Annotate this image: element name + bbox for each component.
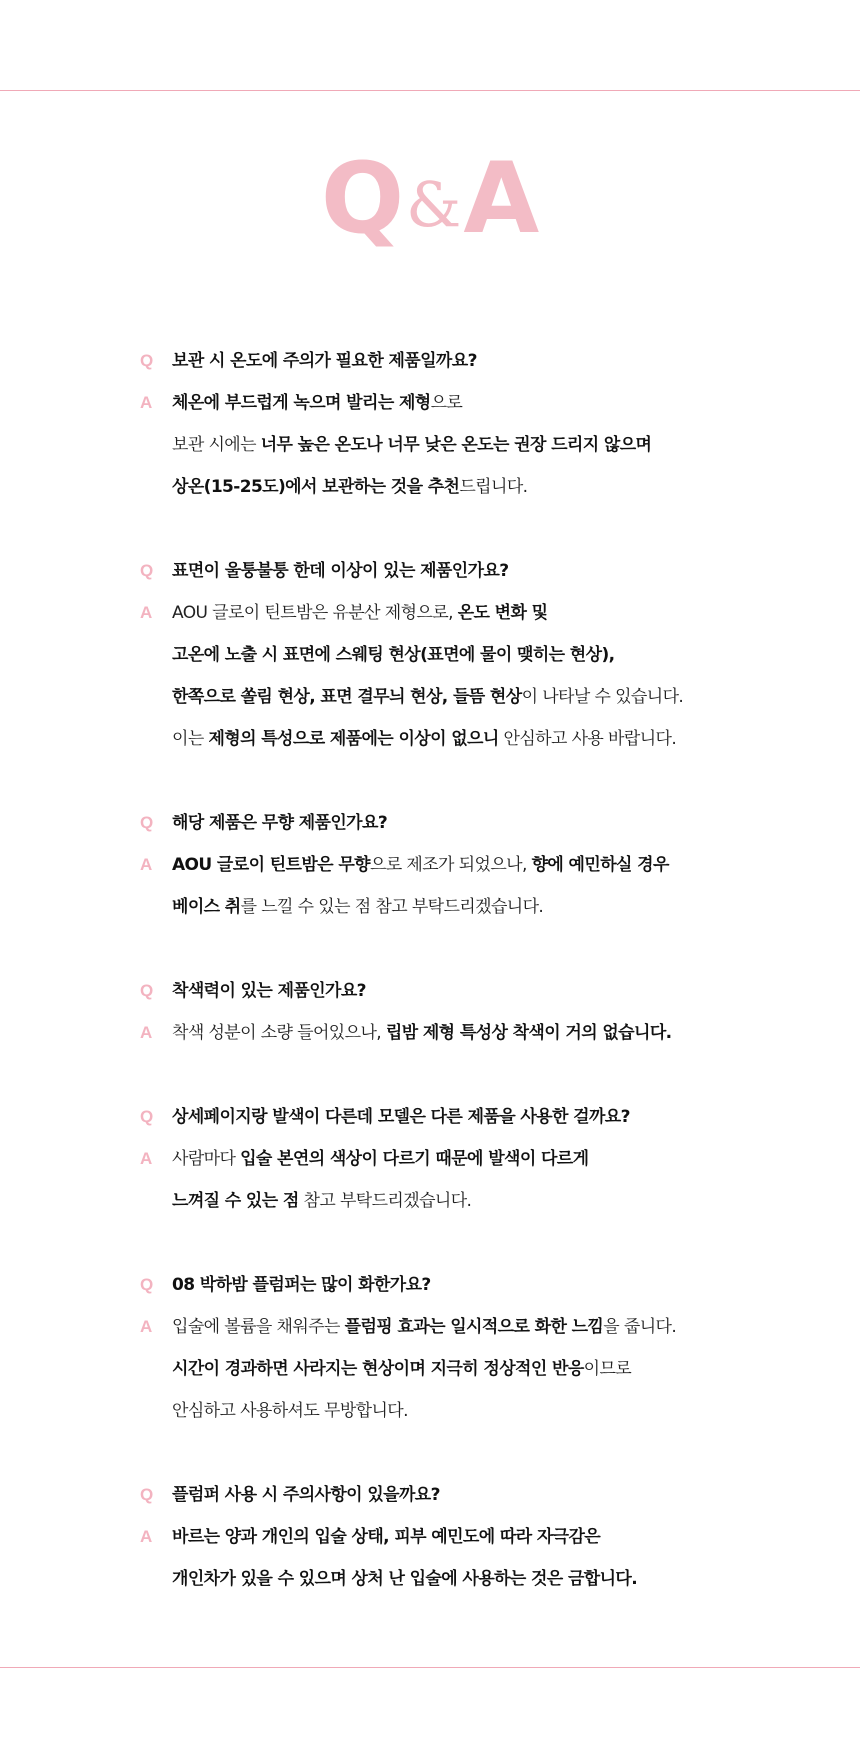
answer-emphasis: 입술 본연의 색상이 다르기 때문에 발색이 다르게	[240, 1149, 589, 1169]
question-text: 해당 제품은 무향 제품인가요?	[172, 813, 388, 833]
question-mark: Q	[140, 1107, 154, 1126]
answer-line-3	[140, 1390, 840, 1432]
answer-emphasis: 시간이 경과하면 사라지는 현상이며 지극히 정상적인 반응	[172, 1359, 584, 1379]
answer-text	[172, 634, 614, 676]
title-a: A	[463, 142, 540, 256]
qa-title	[0, 142, 860, 256]
answer-text	[172, 424, 651, 466]
answer-emphasis: 개인차가 있을 수 있으며 상처 난 입술에 사용하는 것은 금합니다.	[172, 1569, 638, 1589]
answer-line-2	[140, 1348, 840, 1390]
answer-emphasis: 고온에 노출 시 표면에 스웨팅 현상(표면에 물이 맺히는 현상),	[172, 645, 615, 665]
answer-text	[172, 1306, 676, 1348]
answer-mark: A	[140, 1149, 153, 1168]
answer-line-2	[140, 1180, 840, 1222]
question-text: 08 박하밤 플럼퍼는 많이 화한가요?	[172, 1275, 431, 1295]
question-row	[140, 1264, 840, 1306]
question-mark: Q	[140, 1485, 154, 1504]
question-row	[140, 550, 840, 592]
answer-text	[172, 718, 676, 760]
answer-segment: 를 느낄 수 있는 점 참고 부탁드리겠습니다.	[240, 897, 544, 917]
qa-item-2	[140, 550, 840, 760]
answer-emphasis: 플럼핑 효과는 일시적으로 화한 느낌	[344, 1317, 604, 1337]
answer-text	[172, 1180, 471, 1222]
answer-emphasis: 온도 변화 및	[457, 603, 548, 623]
answer-emphasis: 체온에 부드럽게 녹으며 발리는 제형	[172, 393, 431, 413]
answer-segment: 드립니다.	[459, 477, 528, 497]
answer-segment: 이므로	[583, 1359, 632, 1379]
question-text: 플럼퍼 사용 시 주의사항이 있을까요?	[172, 1485, 440, 1505]
answer-text	[172, 466, 527, 508]
top-divider	[0, 90, 860, 91]
title-q: Q	[320, 142, 405, 256]
qa-item-5	[140, 1096, 840, 1222]
answer-mark: A	[140, 1023, 153, 1042]
answer-emphasis: 상온(15-25도)에서 보관하는 것을 추천	[172, 477, 460, 497]
bottom-divider	[0, 1667, 860, 1668]
answer-segment: 입술에 볼륨을 채워주는	[172, 1317, 345, 1337]
answer-segment: AOU 글로이 틴트밤은 유분산 제형으로,	[172, 603, 458, 623]
answer-line-1	[140, 1012, 840, 1054]
qa-item-1	[140, 340, 840, 508]
question-row	[140, 1474, 840, 1516]
answer-segment: 을 줍니다.	[603, 1317, 677, 1337]
answer-text	[172, 886, 543, 928]
question-row	[140, 340, 840, 382]
answer-text	[172, 1516, 600, 1558]
question-mark: Q	[140, 351, 154, 370]
answer-line-2	[140, 424, 840, 466]
answer-line-1	[140, 844, 840, 886]
answer-emphasis: 향에 예민하실 경우	[531, 855, 669, 875]
qa-item-7	[140, 1474, 840, 1600]
answer-emphasis: 베이스 취	[172, 897, 241, 917]
question-text: 표면이 울퉁불퉁 한데 이상이 있는 제품인가요?	[172, 561, 509, 581]
question-mark: Q	[140, 561, 154, 580]
answer-line-1	[140, 1306, 840, 1348]
answer-segment: 이는	[172, 729, 209, 749]
answer-segment: 으로 제조가 되었으나,	[369, 855, 532, 875]
question-mark: Q	[140, 1275, 154, 1294]
answer-emphasis: 바르는 양과 개인의 입술 상태, 피부 예민도에 따라 자극감은	[172, 1527, 601, 1547]
answer-emphasis: 립밤 제형 특성상 착색이 거의 없습니다.	[385, 1023, 672, 1043]
question-text: 보관 시 온도에 주의가 필요한 제품일까요?	[172, 351, 477, 371]
answer-text	[172, 1348, 631, 1390]
answer-text	[172, 592, 547, 634]
answer-segment: 사람마다	[172, 1149, 241, 1169]
answer-line-2	[140, 1558, 840, 1600]
qa-item-6	[140, 1264, 840, 1432]
qa-item-4	[140, 970, 840, 1054]
answer-segment: 이 나타날 수 있습니다.	[521, 687, 684, 707]
question-mark: Q	[140, 981, 154, 1000]
qa-item-3	[140, 802, 840, 928]
answer-mark: A	[140, 1527, 153, 1546]
answer-line-1	[140, 1138, 840, 1180]
answer-segment: 참고 부탁드리겠습니다.	[298, 1191, 472, 1211]
answer-line-1	[140, 1516, 840, 1558]
answer-text	[172, 1138, 588, 1180]
answer-emphasis: 너무 높은 온도나 너무 낮은 온도는 권장 드리지 않으며	[260, 435, 652, 455]
question-row	[140, 1096, 840, 1138]
answer-line-3	[140, 676, 840, 718]
answer-emphasis: 느껴질 수 있는 점	[172, 1191, 299, 1211]
answer-emphasis: 한쪽으로 쏠림 현상, 표면 결무늬 현상, 들뜸 현상	[172, 687, 522, 707]
question-mark: Q	[140, 813, 154, 832]
answer-emphasis: 제형의 특성으로 제품에는 이상이 없으니	[208, 729, 499, 749]
answer-mark: A	[140, 1317, 153, 1336]
answer-mark: A	[140, 393, 153, 412]
answer-segment: 안심하고 사용 바랍니다.	[498, 729, 677, 749]
question-text: 상세페이지랑 발색이 다른데 모델은 다른 제품을 사용한 걸까요?	[172, 1107, 630, 1127]
answer-line-2	[140, 886, 840, 928]
answer-line-1	[140, 382, 840, 424]
answer-text	[172, 1558, 637, 1600]
answer-line-4	[140, 718, 840, 760]
answer-line-1	[140, 592, 840, 634]
answer-text	[172, 676, 683, 718]
answer-text	[172, 1390, 408, 1432]
question-row	[140, 970, 840, 1012]
answer-line-2	[140, 634, 840, 676]
answer-mark: A	[140, 855, 153, 874]
answer-line-3	[140, 466, 840, 508]
answer-segment: 착색 성분이 소량 들어있으나,	[172, 1023, 386, 1043]
question-row	[140, 802, 840, 844]
answer-text	[172, 382, 462, 424]
answer-emphasis: AOU 글로이 틴트밤은 무향	[172, 855, 370, 875]
title-ampersand: &	[406, 168, 462, 241]
answer-text	[172, 844, 669, 886]
answer-segment: 안심하고 사용하셔도 무방합니다.	[172, 1401, 408, 1421]
question-text: 착색력이 있는 제품인가요?	[172, 981, 366, 1001]
answer-text	[172, 1012, 672, 1054]
answer-mark: A	[140, 603, 153, 622]
answer-segment: 으로	[430, 393, 463, 413]
answer-segment: 보관 시에는	[172, 435, 261, 455]
